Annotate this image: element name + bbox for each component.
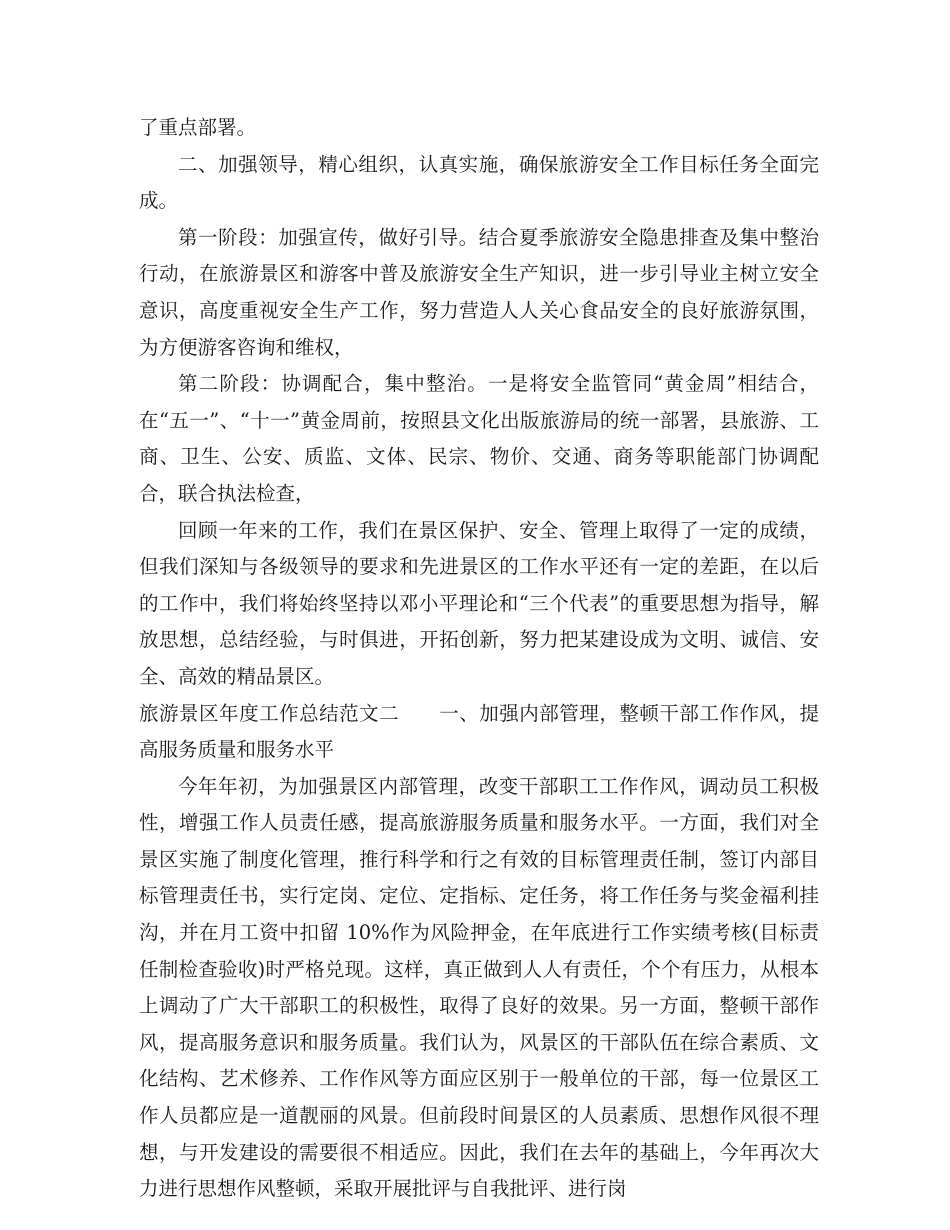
paragraph-5: 回顾一年来的工作，我们在景区保护、安全、管理上取得了一定的成绩，但我们深知与各级领导的要求和先进景区的工作水平还有一定的差距，在以后的工作中，我们将始终坚持以邓小平理论和“三个代表”的重要思想为指导，解放思想，总结经验，与时俱进，开拓创新，努力把某建设成为文明、诚信、安全、高效的精品景区。 [139, 518, 819, 688]
paragraph-1: 了重点部署。 [139, 116, 257, 139]
document-body [139, 110, 819, 1208]
paragraph-7: 今年年初，为加强景区内部管理，改变干部职工工作作风，调动员工积极性，增强工作人员责任感，提高旅游服务质量和服务水平。一方面，我们对全景区实施了制度化管理，推行科学和行之有效的目标管理责任制，签订内部目标管理责任书，实行定岗、定位、定指标、定任务，将工作任务与奖金福利挂沟，并在月工资中扣留 10%作为风险押金，在年底进行工作实绩考核(目标责任制检查验收)时严格兑现。这样，真正做到人人有责任，个个有压力，从根本上调动了广大干部职工的积极性，取得了良好的效果。另一方面，整顿干部作风，提高服务意识和服务质量。我们认为，风景区的干部队伍在综合素质、文化结构、艺术修养、工作作风等方面应区别于一般单位的干部，每一位景区工作人员都应是一道靓丽的风景。但前段时间景区的人员素质、思想作风很不理想，与开发建设的需要很不相适应。因此，我们在去年的基础上，今年再次大力进行思想作风整顿，采取开展批评与自我批评、进行岗 [139, 774, 819, 1201]
paragraph-2: 二、加强领导，精心组织，认真实施，确保旅游安全工作目标任务全面完成。 [139, 152, 819, 213]
paragraph-4: 第二阶段：协调配合，集中整治。一是将安全监管同“黄金周”相结合，在“五一”、“十一”黄金周前，按照县文化出版旅游局的统一部署，县旅游、工商、卫生、公安、质监、文体、民宗、物价、交通、商务等职能部门协调配合，联合执法检查， [139, 372, 819, 505]
section-heading: 旅游景区年度工作总结范文二 一、加强内部管理，整顿干部工作作风，提高服务质量和服务水平 [139, 701, 819, 762]
paragraph-3: 第一阶段：加强宣传，做好引导。结合夏季旅游安全隐患排查及集中整治行动，在旅游景区和游客中普及旅游安全生产知识，进一步引导业主树立安全意识，高度重视安全生产工作，努力营造人人关心食品安全的良好旅游氛围，为方便游客咨询和维权， [139, 225, 819, 359]
